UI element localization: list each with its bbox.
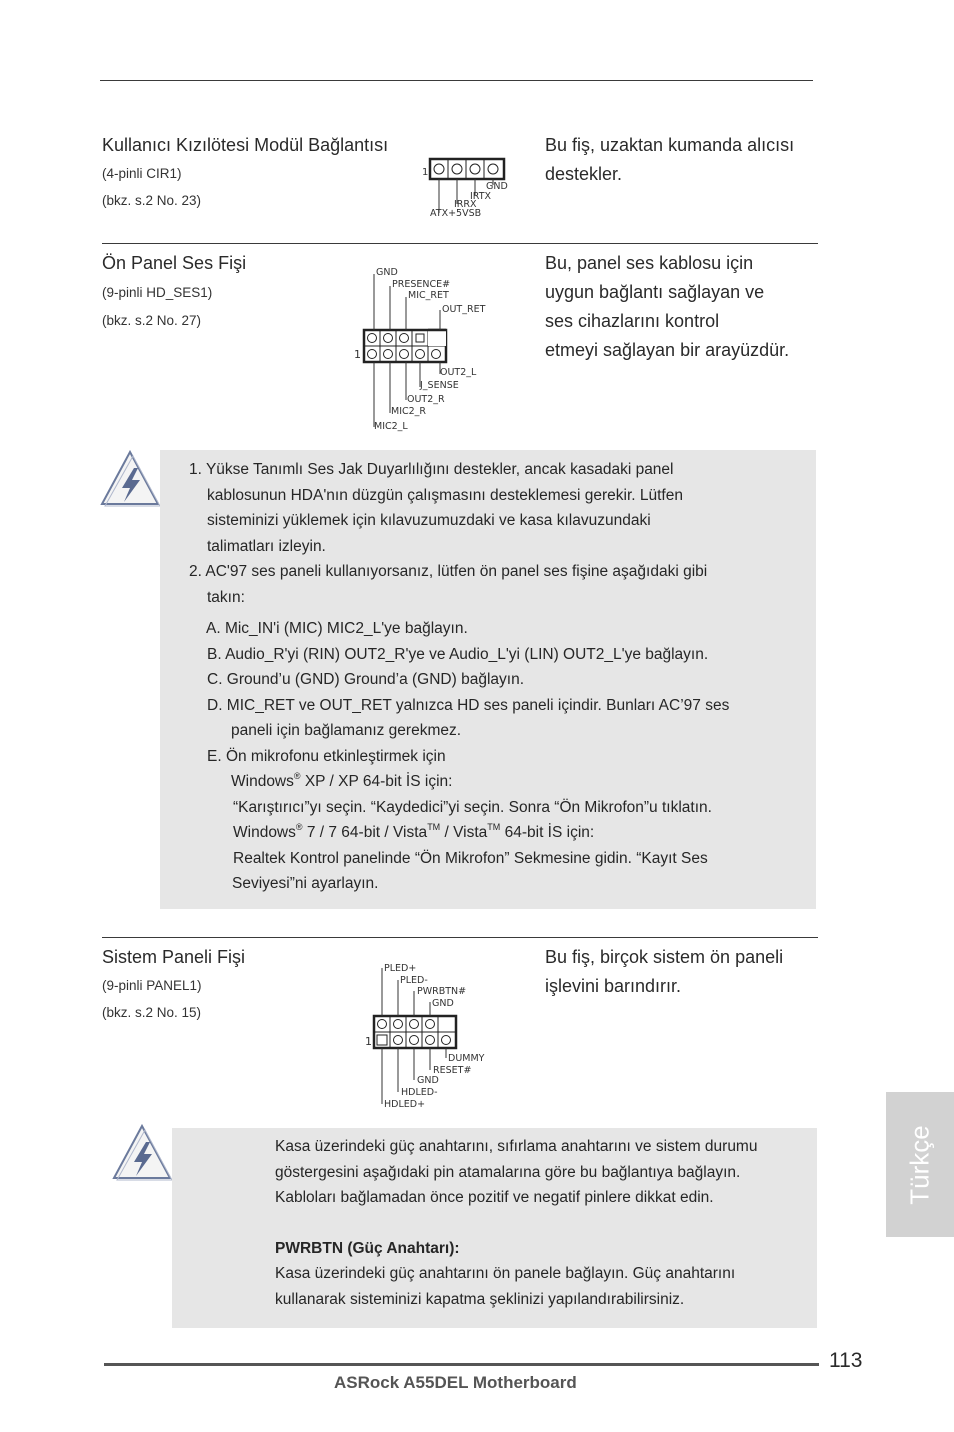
svg-text:GND: GND [486,181,508,192]
language-tab-label: Türkçe [904,1124,935,1205]
svg-text:HDLED-: HDLED- [401,1087,438,1098]
cir-pin1-marker: 1 [422,167,429,178]
svg-text:RESET#: RESET# [433,1065,472,1076]
section-rule [102,937,818,938]
svg-text:OUT2_L: OUT2_L [440,367,477,378]
svg-text:PLED-: PLED- [400,975,428,986]
warning-icon [112,1122,174,1182]
cir-title: Kullanıcı Kızılötesi Modül Bağlantısı [102,135,389,155]
note-audio-text: 1. Yükse Tanımlı Ses Jak Duyarlılığını destekler, ancak kasadaki panel kablosunun HDA'nın düzgün çalışmasını desteklemesi gerekir. Lütfen sisteminizi yüklemek için kılavuzumuzdaki ve kasa kılavuzundaki talimatları izleyin. 2. AC'97 ses paneli kullanıyorsanız, lütfen ön panel ses fişine aşağıdaki gibi takın: A. Mic_IN'i (MIC) MIC2_L'ye bağlayın. B. Audio_R'yi (RIN) OUT2_R'ye ve Audio_L'yi (LIN) OUT2_L'ye bağlayın. C. Ground’u (GND) Ground’a (GND) bağlayın. D. MIC_RET ve OUT_RET yalnızca HD ses paneli içindir. Bunları AC’97 ses paneli için bağlamanız gerekmez. E. Ön mikrofonu etkinleştirmek için Windows® XP / XP 64-bit İS için: “Karıştırıcı”yı seçin. “Kaydedici”yi seçin. Sonra “Ön Mikrofon”u tıklatın. Windows® 7 / 7 64-bit / Vista™ / Vista™ 64-bit İS için: Realtek Kontrol panelinde “Ön Mikrofon” Sekmesine gidin. “Kayıt Ses Seviyesi”ni ayarlayın. [189,461,730,892]
cir-pins: (4-pinli CIR1) [102,166,182,181]
section-rule [102,243,818,244]
panel-title: Sistem Paneli Fişi [102,947,246,967]
panel-ref: (bkz. s.2 No. 15) [102,1005,202,1020]
svg-text:PLED+: PLED+ [384,963,417,974]
cir-description: Bu fiş, uzaktan kumanda alıcısı destekler. [545,135,795,184]
audio-title: Ön Panel Ses Fişi [102,253,247,273]
svg-text:J_SENSE: J_SENSE [420,380,459,391]
svg-text:MIC2_R: MIC2_R [391,406,427,417]
svg-text:GND: GND [417,1075,439,1086]
svg-text:1: 1 [354,348,361,361]
audio-description: Bu, panel ses kablosu için uygun bağlantı sağlayan ve ses cihazlarını kontrol etmeyi sağlayan bir arayüzdür. [545,253,790,360]
cir-pin-diagram [418,155,518,220]
note-panel-text: Kasa üzerindeki güç anahtarını, sıfırlama anahtarını ve sistem durumu göstergesini aşağıdaki pin atamalarına göre bu bağlantıya bağlayın. Kabloları bağlamadan önce pozitif ve negatif pinlere dikkat edin. PWRBTN (Güç Anahtarı): Kasa üzerindeki güç anahtarını ön panele bağlayın. Güç anahtarını kullanarak sisteminizi kapatma şeklinizi yapılandırabilirsiniz. [275,1138,758,1308]
panel-pins: (9-pinli PANEL1) [102,978,202,993]
warning-icon [100,448,162,508]
svg-text:PWRBTN#: PWRBTN# [417,986,467,997]
cir-ref: (bkz. s.2 No. 23) [102,193,202,208]
svg-text:MIC2_L: MIC2_L [374,421,408,432]
top-rule [100,80,813,81]
svg-text:PRESENCE#: PRESENCE# [392,279,451,290]
svg-text:MIC_RET: MIC_RET [408,290,449,301]
svg-text:OUT2_R: OUT2_R [407,394,445,405]
svg-text:DUMMY: DUMMY [448,1053,485,1064]
panel-pin-diagram [360,958,500,1110]
svg-text:GND: GND [376,267,398,278]
audio-pins: (9-pinli HD_SES1) [102,285,213,300]
audio-ref: (bkz. s.2 No. 27) [102,313,202,328]
language-tab [886,1092,954,1237]
footer-title: ASRock A55DEL Motherboard [334,1373,577,1392]
panel-description: Bu fiş, birçok sistem ön paneli işlevini barındırır. [545,947,784,996]
svg-text:GND: GND [432,998,454,1009]
svg-text:IRTX: IRTX [470,191,492,202]
page-number: 113 [829,1349,863,1372]
svg-text:HDLED+: HDLED+ [384,1099,426,1110]
footer-rule [104,1363,819,1366]
audio-pin-diagram [350,262,500,437]
svg-text:OUT_RET: OUT_RET [442,304,486,315]
svg-text:IRRX: IRRX [454,199,477,210]
svg-text:ATX+5VSB: ATX+5VSB [430,208,482,219]
svg-text:1: 1 [365,1035,372,1048]
